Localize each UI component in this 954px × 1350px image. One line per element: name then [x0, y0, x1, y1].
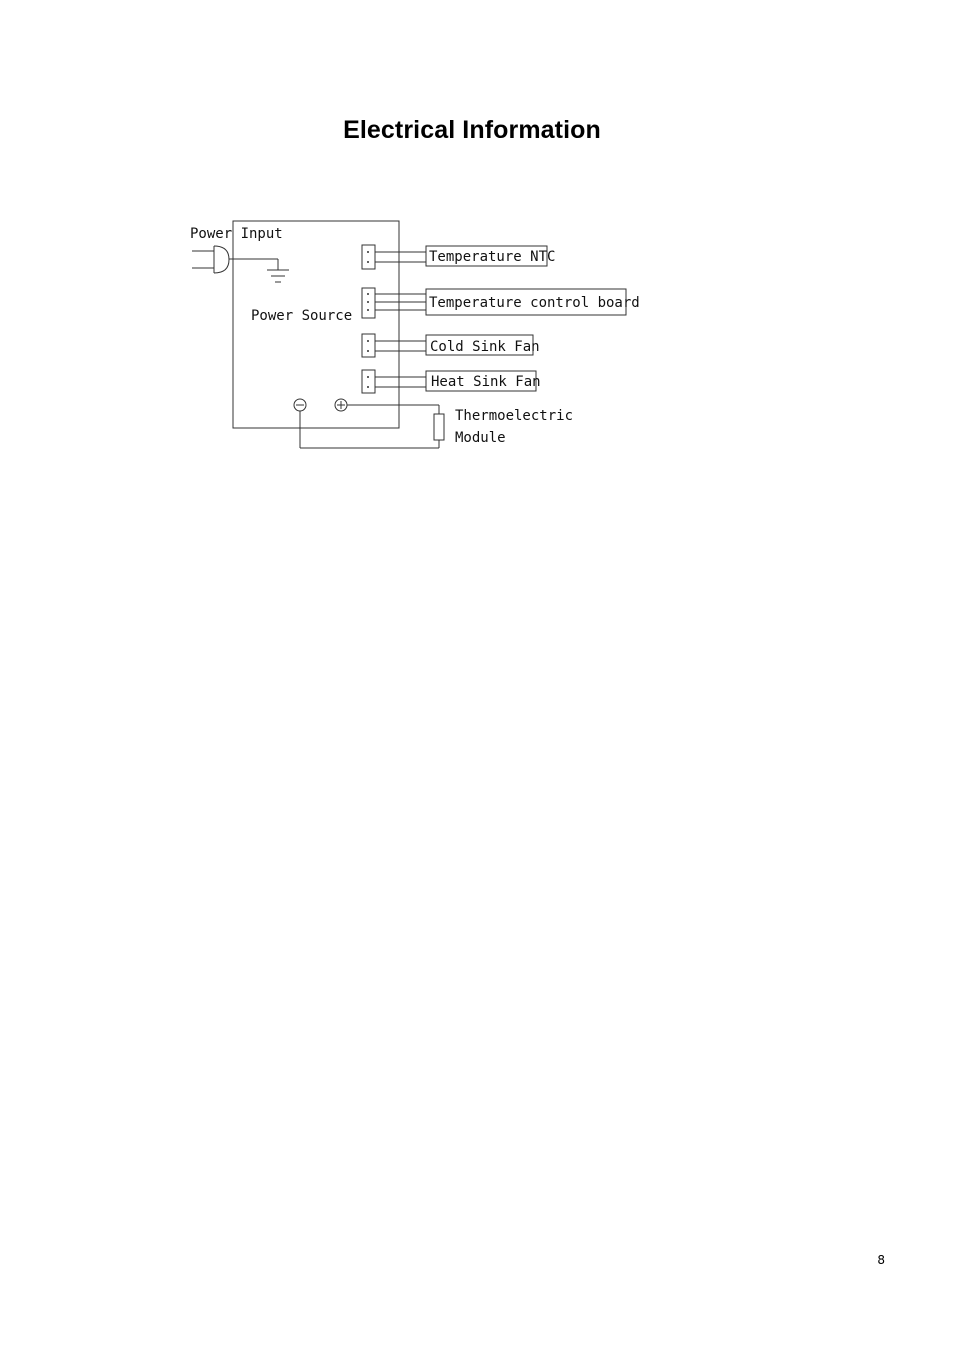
thermoelectric-wiring [300, 405, 439, 448]
page-number: 8 [877, 1253, 885, 1267]
module-label-line2: Module [455, 430, 506, 446]
ground-icon [267, 259, 289, 282]
component-label-heat-sink-fan: Heat Sink Fan [431, 374, 541, 390]
module-label-line1: Thermoelectric [455, 408, 574, 424]
component-label-cold-sink-fan: Cold Sink Fan [430, 339, 540, 355]
power-source-box [233, 221, 399, 428]
connector-temperature-ntc [362, 245, 426, 269]
component-label-temperature-control-board: Temperature control board [429, 295, 640, 311]
minus-terminal-icon [294, 399, 306, 411]
power-input-label: Power Input [190, 226, 283, 242]
power-source-label: Power Source [251, 308, 353, 324]
power-plug-icon [192, 246, 278, 273]
page-title: Electrical Information [343, 116, 601, 144]
thermoelectric-module-icon [434, 414, 444, 440]
connector-heat-sink-fan [362, 370, 426, 393]
component-label-temperature-ntc: Temperature NTC [429, 249, 556, 265]
connector-cold-sink-fan [362, 334, 426, 357]
connector-temperature-control-board [362, 288, 426, 318]
plus-terminal-icon [335, 399, 347, 411]
